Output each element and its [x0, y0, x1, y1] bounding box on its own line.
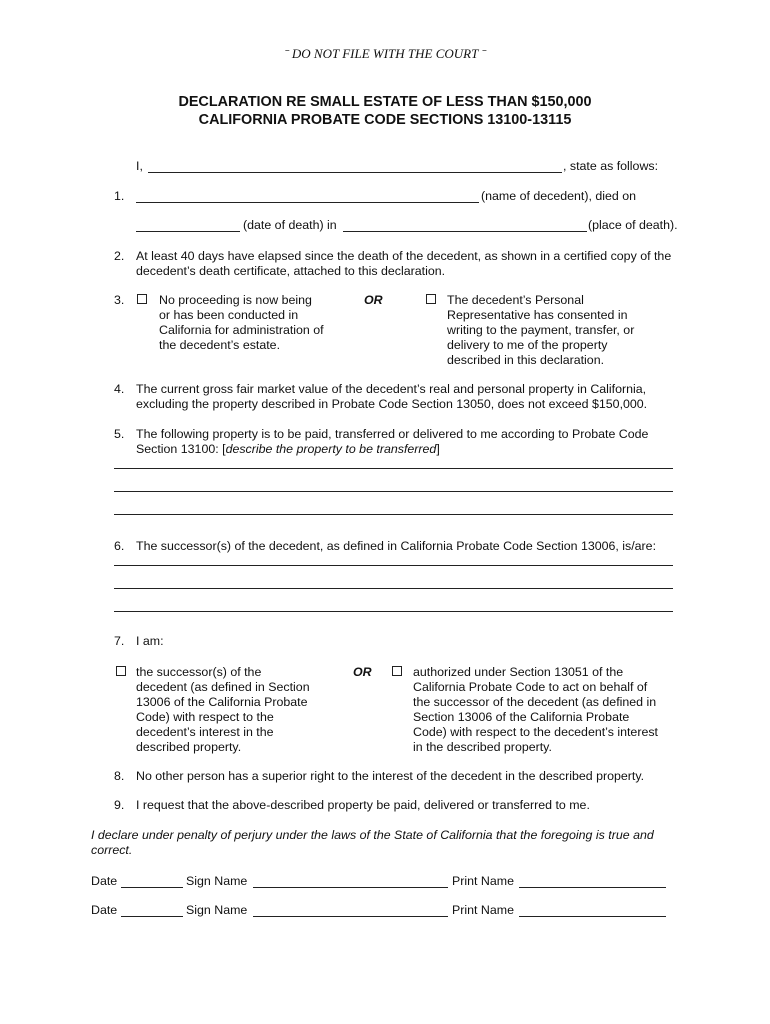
item7-right-line: Section 13006 of the California Probate — [413, 710, 630, 724]
item3-right-line: Representative has consented in — [447, 308, 628, 322]
item4-line1: The current gross fair market value of the decedent’s real and personal property in California, — [136, 382, 647, 396]
authorized-agent-text — [413, 665, 658, 755]
print-name-label: Print Name — [452, 874, 514, 888]
item5-line2 — [136, 442, 440, 457]
item3-left-line: or has been conducted in — [159, 308, 299, 322]
item6-line1: The successor(s) of the decedent, as defined in California Probate Code Section 13006, is/are: — [136, 539, 657, 553]
item2-line2: decedent’s death certificate, attached to this declaration. — [136, 264, 446, 278]
item7-right-line: authorized under Section 13051 of the — [413, 665, 624, 679]
sign-name-field-2[interactable] — [253, 916, 448, 917]
do-not-file-note: ˉ DO NOT FILE WITH THE COURT ˉ — [284, 46, 486, 61]
item5-line2-italic: describe the property to be transferred — [225, 442, 437, 456]
successor-line-3[interactable] — [114, 611, 673, 612]
place-of-death-field[interactable] — [343, 231, 587, 232]
item7-right-line: California Probate Code to act on behalf of — [413, 680, 648, 694]
item7-or-label: OR — [353, 665, 372, 679]
item3-number: 3. — [114, 293, 125, 307]
item7-left-line: the successor(s) of the — [136, 665, 262, 679]
item5-line2-suffix: ] — [436, 442, 440, 456]
item8-text: No other person has a superior right to the interest of the decedent in the described property. — [136, 769, 645, 783]
item7-left-line: Code) with respect to the — [136, 710, 274, 724]
date-field-2[interactable] — [121, 916, 183, 917]
item7-right-line: Code) with respect to the decedent’s interest — [413, 725, 658, 739]
authorized-agent-checkbox[interactable] — [392, 666, 402, 676]
item3-or-label: OR — [364, 293, 383, 307]
property-description-line-2[interactable] — [114, 491, 673, 492]
item2-line1: At least 40 days have elapsed since the death of the decedent, as shown in a certified copy of the — [136, 249, 672, 263]
item3-right-line: The decedent’s Personal — [447, 293, 584, 307]
item9-number: 9. — [114, 798, 125, 812]
item6-number: 6. — [114, 539, 125, 553]
form-title-line1: DECLARATION RE SMALL ESTATE OF LESS THAN $150,000 — [178, 94, 592, 110]
item3-left-line: California for administration of — [159, 323, 324, 337]
no-proceeding-text — [159, 293, 324, 353]
item4-number: 4. — [114, 382, 125, 396]
intro-suffix: , state as follows: — [563, 159, 659, 173]
no-proceeding-checkbox[interactable] — [137, 294, 147, 304]
item3-left-line: the decedent’s estate. — [159, 338, 281, 352]
declaration-line2: correct. — [91, 843, 133, 857]
intro-prefix: I, — [136, 159, 143, 173]
property-description-line-1[interactable] — [114, 468, 673, 469]
item7-left-line: decedent’s interest in the — [136, 725, 274, 739]
property-description-line-3[interactable] — [114, 514, 673, 515]
item4-line2: excluding the property described in Probate Code Section 13050, does not exceed $150,000. — [136, 397, 648, 411]
item7-left-line: decedent (as defined in Section — [136, 680, 310, 694]
sign-name-label: Sign Name — [186, 903, 248, 917]
sign-name-field-1[interactable] — [253, 887, 448, 888]
item5-number: 5. — [114, 427, 125, 441]
date-label: Date — [91, 903, 118, 917]
place-of-death-label: (place of death). — [588, 218, 678, 232]
representative-consent-text — [447, 293, 634, 368]
item8-number: 8. — [114, 769, 125, 783]
representative-consent-checkbox[interactable] — [426, 294, 436, 304]
item7-right-line: in the described property. — [413, 740, 552, 754]
successor-checkbox[interactable] — [116, 666, 126, 676]
date-of-death-field[interactable] — [136, 231, 240, 232]
print-name-field-1[interactable] — [519, 887, 666, 888]
print-name-label: Print Name — [452, 903, 514, 917]
print-name-field-2[interactable] — [519, 916, 666, 917]
successor-line-1[interactable] — [114, 565, 673, 566]
item3-right-line: delivery to me of the property — [447, 338, 608, 352]
successor-line-2[interactable] — [114, 588, 673, 589]
item7-right-line: the successor of the decedent (as defined in — [413, 695, 657, 709]
date-label: Date — [91, 874, 118, 888]
sign-name-label: Sign Name — [186, 874, 248, 888]
declaration-line1: I declare under penalty of perjury under the laws of the State of California that the foregoing is true and — [91, 828, 654, 842]
item7-left-line: 13006 of the California Probate — [136, 695, 308, 709]
form-title-line2: CALIFORNIA PROBATE CODE SECTIONS 13100-13115 — [198, 112, 572, 128]
item7-label: I am: — [136, 634, 164, 648]
date-field-1[interactable] — [121, 887, 183, 888]
decedent-name-field[interactable] — [136, 202, 479, 203]
item7-number: 7. — [114, 634, 125, 648]
item5-line1: The following property is to be paid, transferred or delivered to me according to Probate Code — [136, 427, 649, 441]
item2-number: 2. — [114, 249, 125, 263]
item5-line2-prefix: Section 13100: [ — [136, 442, 226, 456]
item3-left-line: No proceeding is now being — [159, 293, 312, 307]
item1-number: 1. — [114, 189, 125, 203]
item9-text: I request that the above-described property be paid, delivered or transferred to me. — [136, 798, 590, 812]
declarant-name-field[interactable] — [148, 172, 562, 173]
item3-right-line: writing to the payment, transfer, or — [447, 323, 635, 337]
item3-right-line: described in this declaration. — [447, 353, 605, 367]
date-of-death-label: (date of death) in — [243, 218, 337, 232]
successor-option-text — [136, 665, 310, 755]
decedent-name-label: (name of decedent), died on — [481, 189, 636, 203]
item7-left-line: described property. — [136, 740, 242, 754]
